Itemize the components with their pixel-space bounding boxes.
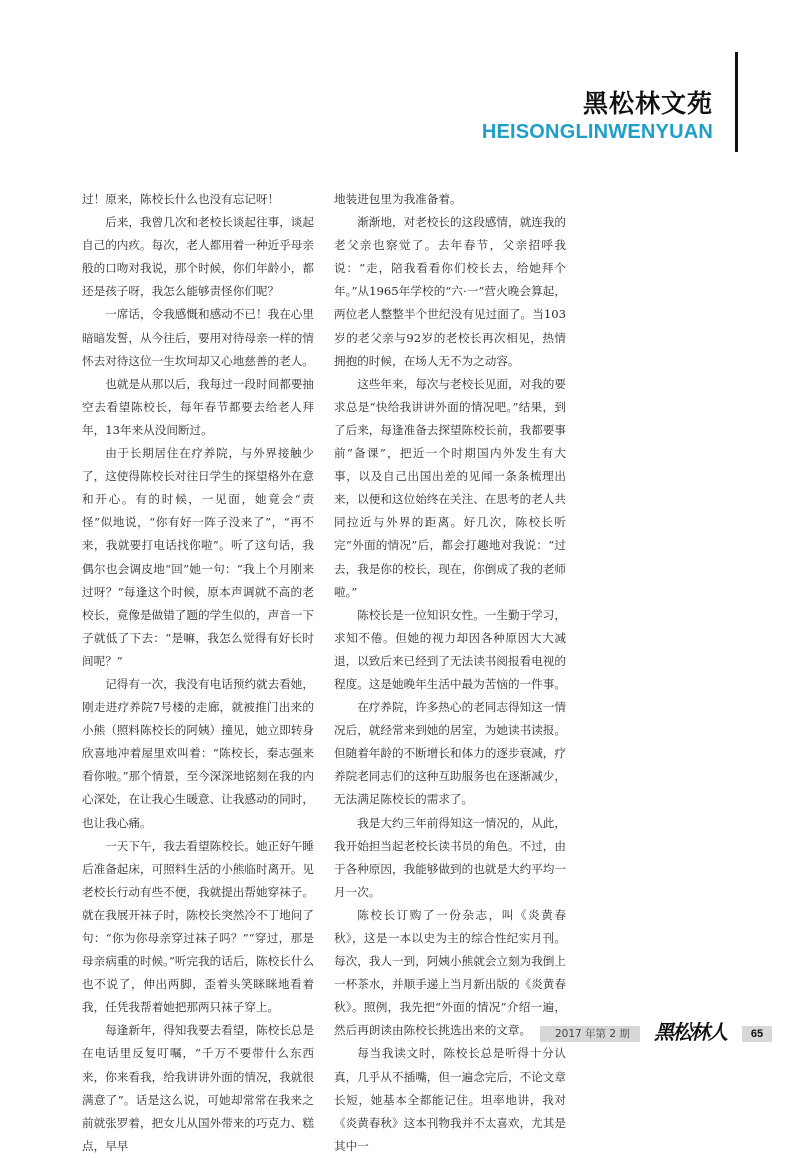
issue-label: 2017 年第 2 期 [555,1028,630,1040]
left-column [82,188,314,1158]
page-number: 65 [742,1026,772,1042]
paragraph: 我是大约三年前得知这一情况的，从此，我开始担当起老校长读书员的角色。不过，由于各种原因，我能够做到的也就是大约平均一月一次。 [334,815,566,899]
paragraph: 每当我读文时，陈校长总是听得十分认真，几乎从不插嘴，但一遍念完后，不论文章长短，她基本全都能记住。坦率地讲，我对《炎黄春秋》这本刊物我并不太喜欢，尤其是其中一 [334,1046,566,1153]
section-title: 黑松林文苑 [582,89,713,118]
header-divider [735,52,738,152]
paragraph: 陈校长订购了一份杂志，叫《炎黄春秋》，这是一本以史为主的综合性纪实月刊。每次，我人一到，阿姨小熊就会立刻为我倒上一杯茶水，并顺手递上当月新出版的《炎黄春秋》。照例，我先把“外面的情况”介绍一遍，然后再朗读由陈校长挑选出来的文章。 [334,907,566,1038]
section-subtitle: HEISONGLINWENYUAN [481,121,713,143]
paragraph: 记得有一次，我没有电话预约就去看她，刚走进疗养院7号楼的走廊，就被推门出来的小熊（照料陈校长的阿姨）撞见，她立即转身欣喜地冲着屋里欢叫着：“陈校长，秦志强来看你啦。”那个情景，至今深深地铭刻在我的内心深处，在让我心生暖意、让我感动的同时，也让我心痛。 [82,676,315,830]
paragraph: 过！原来，陈校长什么也没有忘记呀！ [82,192,280,206]
paragraph: 每逢新年，得知我要去看望，陈校长总是在电话里反复叮嘱，“千万不要带什么东西来，你来看我，给我讲讲外面的情况，我就很满意了”。话是这么说，可她却常常在我来之前就张罗着，把女儿从国外带来的巧克力、糕点，早早 [82,1023,314,1153]
paragraph: 也就是从那以后，我每过一段时间都要抽空去看望陈校长，每年春节都要去给老人拜年，13年来从没间断过。 [82,376,314,437]
paragraph: 由于长期居住在疗养院，与外界接触少了，这使得陈校长对往日学生的探望格外在意和开心。有的时候，一见面，她竟会“责怪”似地说，“你有好一阵子没来了”，“再不来，我就要打电话找你啦”。听了这句话，我偶尔也会调皮地“回”她一句：“我上个月刚来过呀？”每逢这个时候，原本声调就不高的老校长，竟像是做错了题的学生似的，声音一下子就低了下去：“是嘛，我怎么觉得有好长时间呢？” [82,446,314,668]
paragraph: 一天下午，我去看望陈校长。她正好午睡后准备起床，可照料生活的小熊临时离开。见老校长行动有些不便，我就提出帮她穿袜子。就在我展开袜子时，陈校长突然冷不丁地问了句：“你为你母亲穿过袜子吗？”“穿过，那是母亲病重的时候。”听完我的话后，陈校长什么也不说了，伸出两脚，歪着头笑眯眯地看着我，任凭我帮着她把那两只袜子穿上。 [82,838,315,1015]
paragraph: 这些年来，每次与老校长见面，对我的要求总是“快给我讲讲外面的情况吧。”结果，到了后来，每逢准备去探望陈校长前，我都要事前“备课”，把近一个时期国内外发生有大事，以及自己出国出差的见闻一条条梳理出来，以便和这位始终在关注、在思考的老人共同拉近与外界的距离。好几次，陈校长听完“外面的情况”后，都会打趣地对我说：“过去，我是你的校长，现在，你倒成了我的老师啦。” [334,376,566,599]
paragraph: 渐渐地，对老校长的这段感情，就连我的老父亲也察觉了。去年春节，父亲招呼我说：“走，陪我看看你们校长去，给她拜个年。”从1965年学校的“六·一”营火晚会算起，两位老人整整半个世纪没有见过面了。当103岁的老父亲与92岁的老校长再次相见，热情拥抱的时候，在场人无不为之动容。 [334,215,566,368]
right-column [334,188,566,1158]
paragraph: 陈校长是一位知识女性。一生勤于学习，求知不倦。但她的视力却因各种原因大大减退，以致后来已经到了无法读书阅报看电视的程度。这是她晚年生活中最为苦恼的一件事。 [334,607,566,691]
paragraph: 一席话，令我感慨和感动不已！我在心里暗暗发誓，从今往后，要用对待母亲一样的情怀去对待这位一生坎坷却又心地慈善的老人。 [82,307,314,368]
paragraph: 在疗养院，许多热心的老同志得知这一情况后，就经常来到她的居室，为她读书读报。但随着年龄的不断增长和体力的逐步衰减，疗养院老同志们的这种互助服务也在逐渐减少，无法满足陈校长的需求了。 [334,700,566,807]
paragraph: 地装进包里为我准备着。 [334,192,462,206]
magazine-logo: 黑松林人 [654,1020,726,1044]
paragraph: 后来，我曾几次和老校长谈起往事，谈起自己的内疚。每次，老人都用着一种近乎母亲般的口吻对我说，那个时候，你们年龄小，都还是孩子呀，我怎么能够责怪你们呢？ [82,215,314,299]
